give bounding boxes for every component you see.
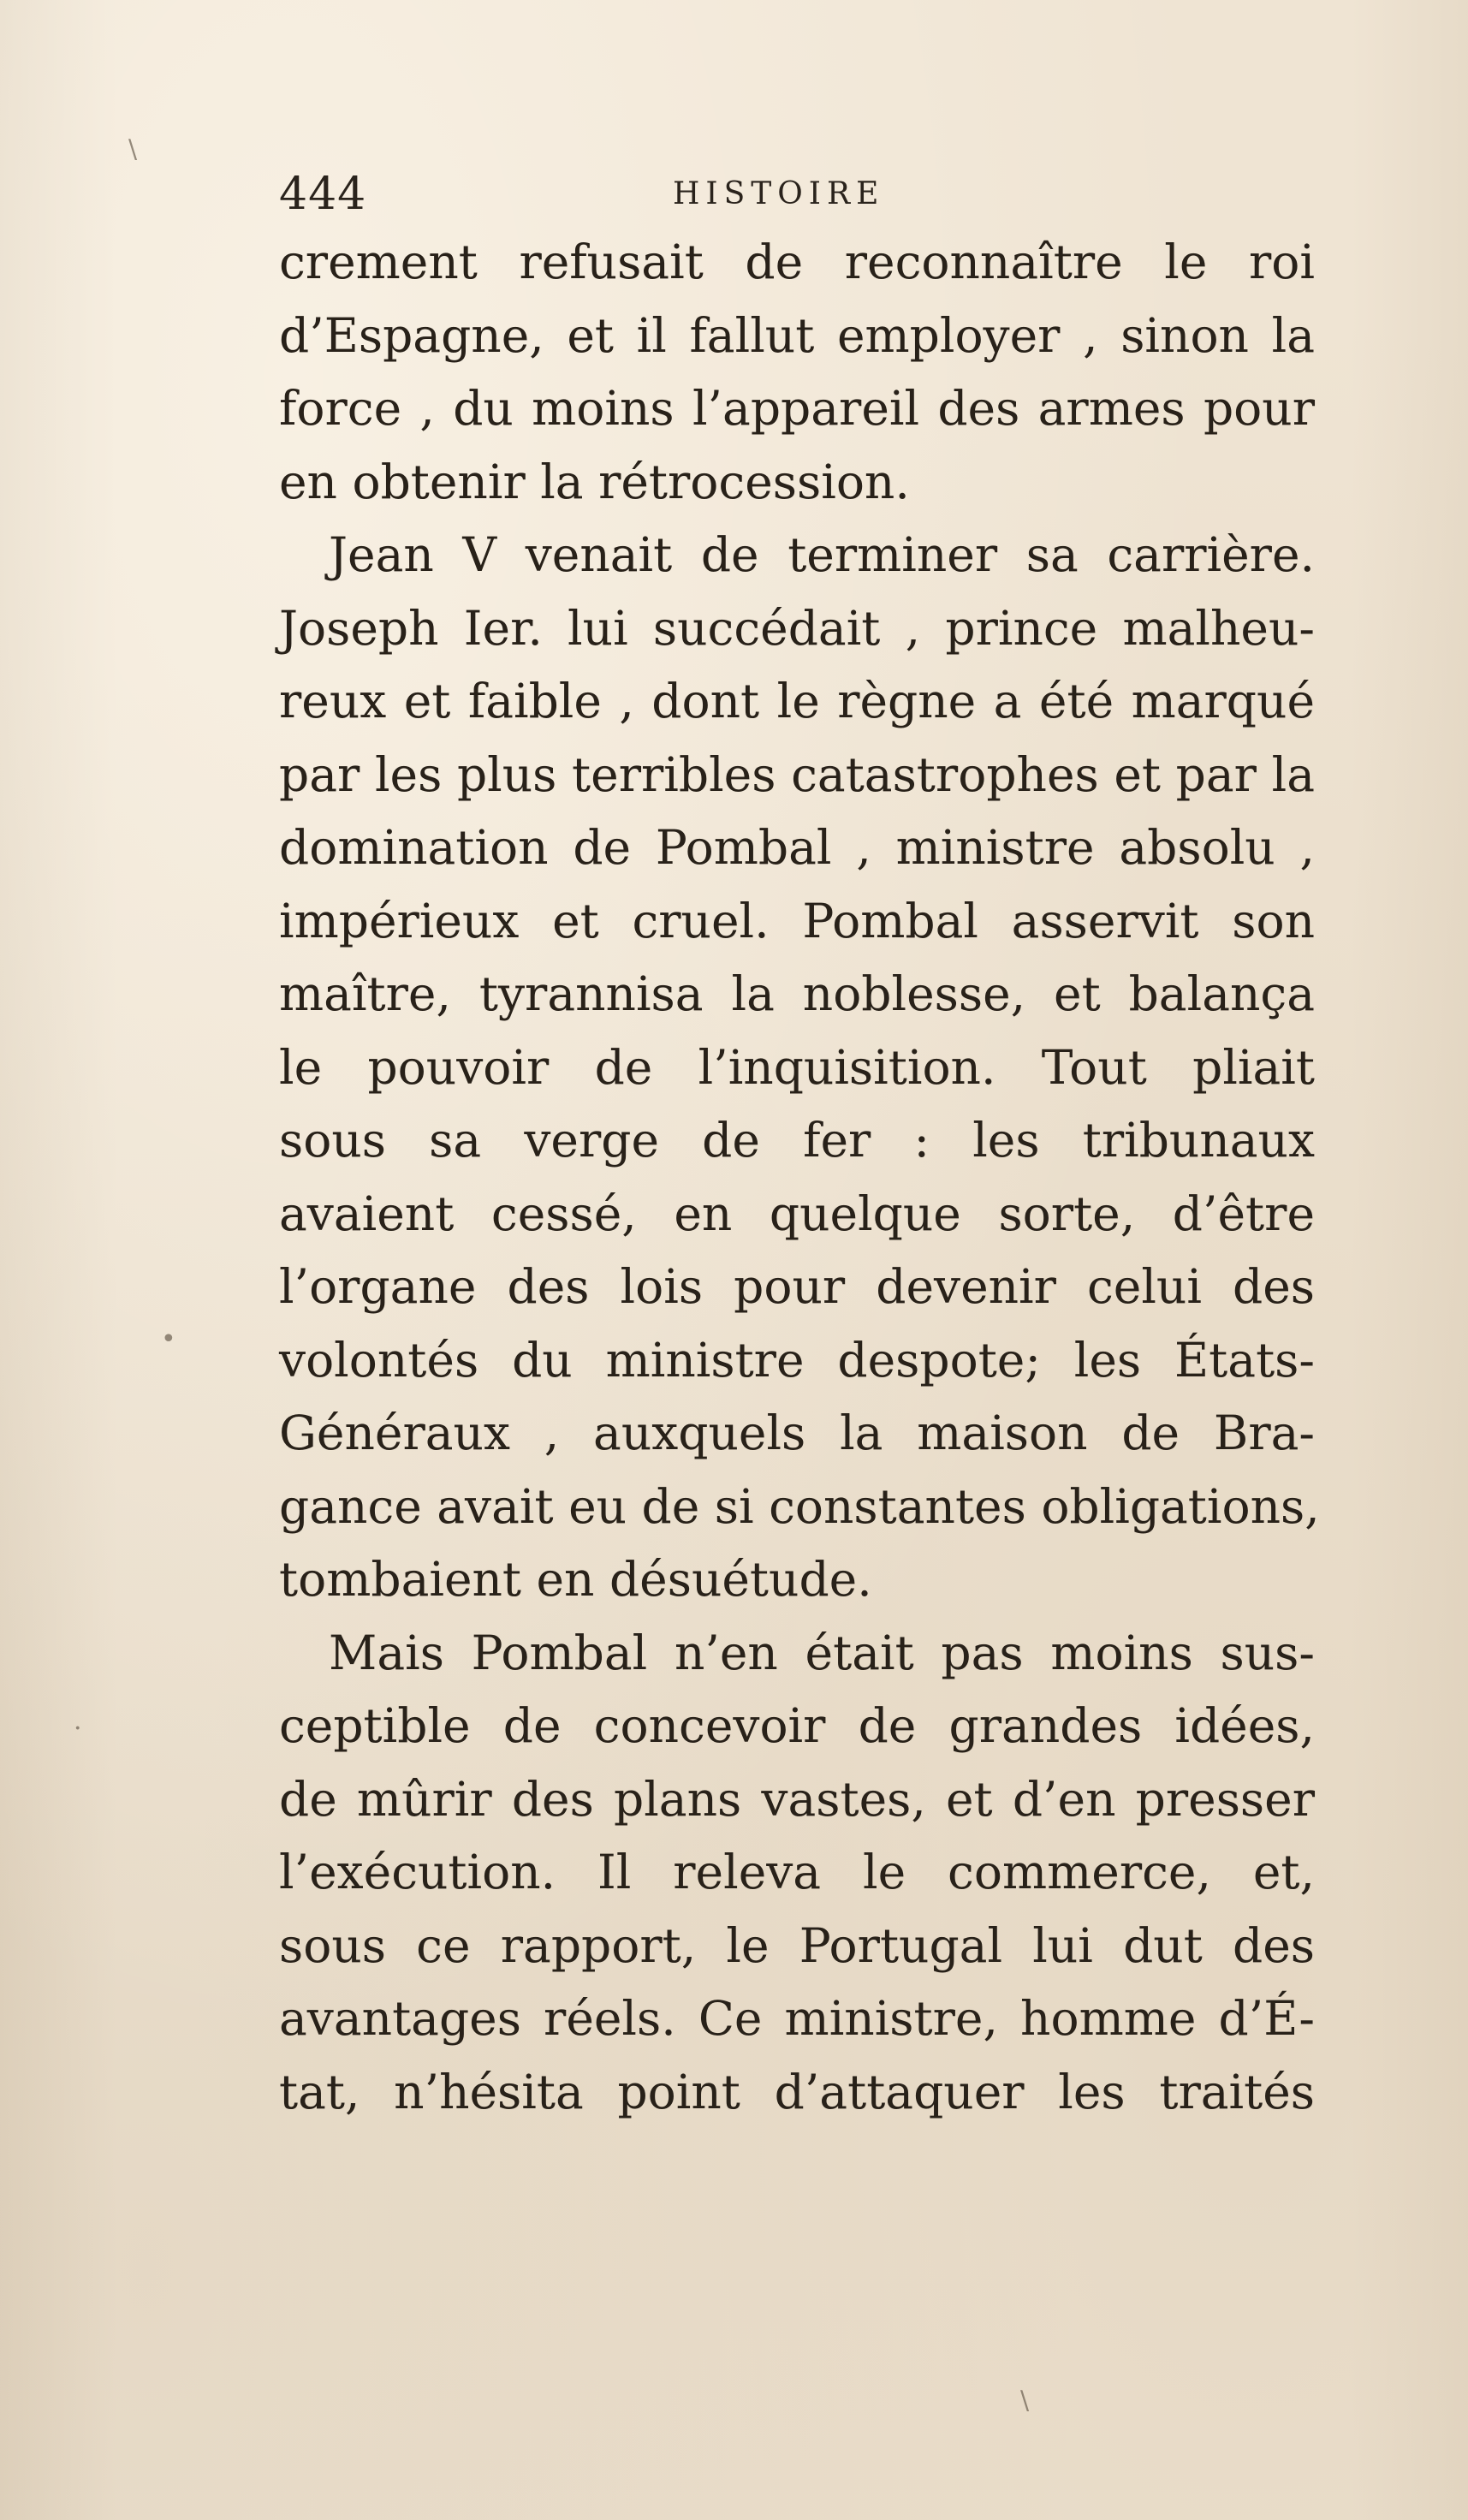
paper-speck: \: [128, 134, 138, 164]
body-text: [279, 226, 1320, 2129]
paper-speck: \: [1020, 2386, 1030, 2416]
paper-speck: ·: [74, 1714, 82, 1744]
text-line: Mais Pombal n’en était pas moins sus-: [329, 1625, 1315, 1680]
text-line: l’exécution. Il releva le commerce, et,: [279, 1845, 1315, 1899]
text-line: domination de Pombal , ministre absolu ,: [279, 820, 1315, 875]
running-title: HISTOIRE: [673, 176, 885, 211]
page-number: 444: [279, 169, 367, 220]
text-line: de mûrir des plans vastes, et d’en presser: [279, 1771, 1315, 1827]
text-line: Jean V venait de terminer sa carrière.: [329, 527, 1315, 582]
text-line: gance avait eu de si constantes obligations,: [279, 1478, 1320, 1534]
text-line: reux et faible , dont le règne a été marqué: [279, 674, 1315, 728]
text-line: force , du moins l’appareil des armes pour: [279, 381, 1315, 436]
text-line: impérieux et cruel. Pombal asservit son: [279, 893, 1315, 948]
text-line: sous ce rapport, le Portugal lui dut des: [279, 1917, 1315, 1973]
running-head: [279, 164, 1315, 224]
text-line: ceptible de concevoir de grandes idées,: [279, 1698, 1315, 1753]
text-line: avantages réels. Ce ministre, homme d’É-: [279, 1991, 1315, 2046]
text-line: maître, tyrannisa la noblesse, et balança: [279, 966, 1315, 1021]
text-line: d’Espagne, et il fallut employer , sinon la: [279, 307, 1315, 363]
text-line: le pouvoir de l’inquisition. Tout pliait: [279, 1039, 1315, 1095]
text-line: Généraux , auxquels la maison de Bra-: [279, 1406, 1315, 1460]
text-line: avaient cessé, en quelque sorte, d’être: [279, 1186, 1315, 1241]
paper-speck: •: [161, 1324, 176, 1354]
text-line: tombaient en désuétude.: [279, 1552, 872, 1607]
text-line: sous sa verge de fer : les tribunaux: [279, 1113, 1315, 1168]
text-line: Joseph Ier. lui succédait , prince malheu-: [279, 600, 1315, 656]
text-line: volontés du ministre despote; les États-: [279, 1332, 1315, 1388]
text-line: par les plus terribles catastrophes et par la: [279, 746, 1315, 802]
text-line: en obtenir la rétrocession.: [279, 454, 910, 509]
text-line: l’organe des lois pour devenir celui des: [279, 1259, 1315, 1314]
text-line: crement refusait de reconnaître le roi: [279, 235, 1315, 289]
text-line: tat, n’hésita point d’attaquer les traités: [279, 2064, 1315, 2119]
